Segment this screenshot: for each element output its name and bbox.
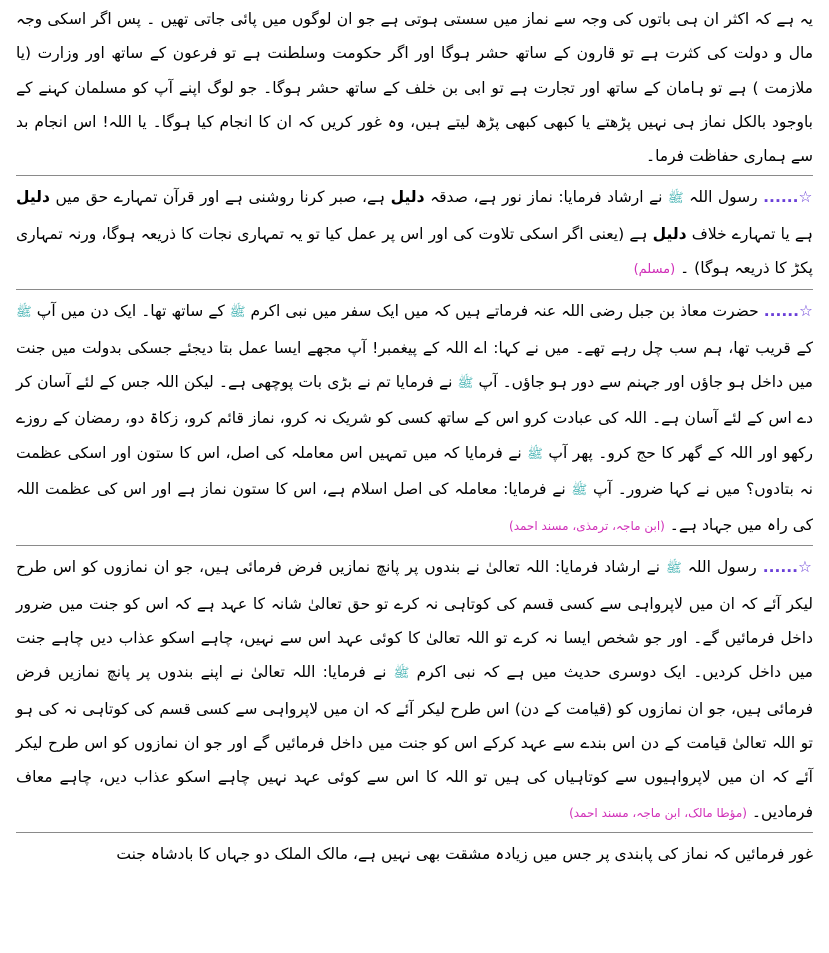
divider <box>16 545 813 546</box>
hadith-1 <box>16 180 813 287</box>
hadith-1-text-a: نے ارشاد فرمایا: نماز نور ہے، صدقہ <box>424 188 663 207</box>
salam-symbol: ﷺ <box>393 666 410 682</box>
hadith-dots: ...... <box>763 188 799 207</box>
paragraph-closing: غور فرمائیں کہ نماز کی پابندی پر جس میں زیادہ مشقت بھی نہیں ہے، مالک الملک دو جہاں کا بادشاہ جنت <box>116 844 813 863</box>
divider <box>16 289 813 290</box>
hadith-1-text-d: ہے (یعنی اگر اسکی تلاوت کی اور اس پر عمل کیا تو یہ تمہاری نجات کا ذریعہ ہوگا، ورنہ تمہاری پکڑ کا ذریعہ ہوگا) ۔ <box>16 224 813 278</box>
hadith-1-bold-a: دلیل <box>390 188 425 207</box>
hadith-3-text-b: نے فرمایا: اللہ تعالیٰ نے اپنے بندوں پر پانچ نمازیں فرض فرمائی ہیں، جو ان نمازوں کو (قیامت کے دن) اس طرح لیکر آئے کہ ان میں لاپرواہی سے کسی قسم کی کوتاہی نہ کی ہو تو اللہ تعالیٰ قیامت کے دن اس بندے سے عہد کرکے اس کو جنت میں داخل فرمائیں گے اور جو ان نمازوں کو اس طرح لیکر آئے کہ ان میں لاپرواہیوں سے کوتاہیاں کی ہیں تو اللہ کا اس سے کوئی عہد نہیں چاہے اسکو عذاب دیں، چاہے معاف فرمادیں۔ <box>16 663 813 821</box>
hadith-1-bold-c: دلیل <box>652 224 687 243</box>
salam-symbol: ﷺ <box>666 561 682 577</box>
hadith-dots: ...... <box>762 558 799 577</box>
hadith-3-lead: رسول اللہ <box>687 558 757 577</box>
star-icon: ☆ <box>798 558 813 577</box>
hadith-dots: ...... <box>763 302 800 321</box>
hadith-1-bold-b: دلیل <box>16 188 50 207</box>
hadith-1-text-c: ہے یا تمہارے خلاف <box>686 224 814 243</box>
hadith-3-reference: (مؤطا مالک، ابن ماجہ، مسند احمد) <box>569 805 747 820</box>
hadith-2-text-c: کے قریب تھا، ہم سب چل رہے تھے۔ میں نے کہا: اے اللہ کے پیغمبر! آپ مجھے ایسا عمل بتا دیجئے جسکی بدولت میں جنت میں داخل ہو جاؤں اور جہنم سے دور ہو جاؤں۔ آپ <box>16 338 813 391</box>
star-icon: ☆ <box>799 302 814 321</box>
star-icon: ☆ <box>798 188 813 207</box>
hadith-2 <box>16 294 813 543</box>
salam-symbol: ﷺ <box>667 191 684 207</box>
hadith-2-text-b: کے ساتھ تھا۔ ایک دن میں آپ <box>36 302 225 321</box>
hadith-1-lead: رسول اللہ <box>689 188 758 207</box>
salam-symbol: ﷺ <box>527 446 543 462</box>
hadith-1-reference: (مسلم) <box>633 262 676 278</box>
salam-symbol: ﷺ <box>16 305 32 321</box>
hadith-3 <box>16 550 813 829</box>
salam-symbol: ﷺ <box>229 305 246 321</box>
hadith-2-text-e: نے فرمایا کہ میں تمہیں اس معاملہ کی اصل، اس کا ستون اور اسکی عظمت نہ بتادوں؟ میں نے کہا ضرور۔ آپ <box>16 443 813 498</box>
salam-symbol: ﷺ <box>457 375 474 391</box>
hadith-3-text-a: نے ارشاد فرمایا: اللہ تعالیٰ نے بندوں پر پانچ نمازیں فرض فرمائی ہیں، جو ان نمازوں کو اس طرح لیکر آئے کہ ان میں لاپرواہی سے کسی قسم کی کوتاہی نہ کرے تو حق تعالیٰ شانہ کا عہد ہے کہ اس کو جنت میں ضرور داخل فرمائیں گے۔ اور جو شخص ایسا نہ کرے تو اللہ تعالیٰ کا کوئی عہد اس سے نہیں، چاہے اسکو عذاب دیں چاہے جنت میں داخل کردیں۔ ایک دوسری حدیث میں ہے کہ نبی اکرم <box>16 558 813 682</box>
hadith-2-reference: (ابن ماجہ، ترمذی، مسند احمد) <box>509 519 665 534</box>
paragraph-intro: یہ ہے کہ اکثر ان ہی باتوں کی وجہ سے نماز میں سستی ہوتی ہے جو ان لوگوں میں پائی جاتی تھیں ۔ پس اگر اسکی وجہ مال و دولت کی کثرت ہے تو قارون کے ساتھ حشر ہوگا اور اگر حکومت وسلطنت ہے تو فرعون کے ساتھ اور وزارت (یا ملازمت ) ہے تو ہامان کے ساتھ اور تجارت ہے تو ابی بن خلف کے ساتھ حشر ہوگا۔ جو لوگ اپنے آپ کو مسلمان کہنے کے باوجود بالکل نماز ہی نہیں پڑھتے یا کبھی کبھی پڑھ لیتے ہیں، وہ غور کریں کہ ان کا انجام کیا ہوگا۔ یا اللہ! اس انجام بد سے ہماری حفاظت فرما۔ <box>16 10 813 166</box>
hadith-2-text-d: نے فرمایا تم نے بڑی بات پوچھی ہے۔ لیکن اللہ جس کے لئے آسان کر دے اس کے لئے آسان ہے۔ اللہ کی عبادت کرو اس کے ساتھ کسی کو شریک نہ کرو، نماز قائم کرو، زکاۃ دو، رمضان کے روزے رکھو اور اللہ کے گھر کا حج کرو۔ پھر آپ <box>16 372 813 462</box>
hadith-2-text-f: نے فرمایا: معاملہ کی اصل اسلام ہے، اس کا ستون نماز ہے اور اس کی عظمت اللہ کی راہ میں جہاد ہے۔ <box>16 479 813 535</box>
salam-symbol: ﷺ <box>571 482 588 498</box>
hadith-2-text-a: حضرت معاذ بن جبل رضی اللہ عنہ فرماتے ہیں کہ میں ایک سفر میں نبی اکرم <box>250 302 759 321</box>
hadith-1-text-b: ہے، صبر کرنا روشنی ہے اور قرآن تمہارے حق میں <box>49 188 391 207</box>
divider <box>16 832 813 833</box>
divider <box>16 175 813 176</box>
